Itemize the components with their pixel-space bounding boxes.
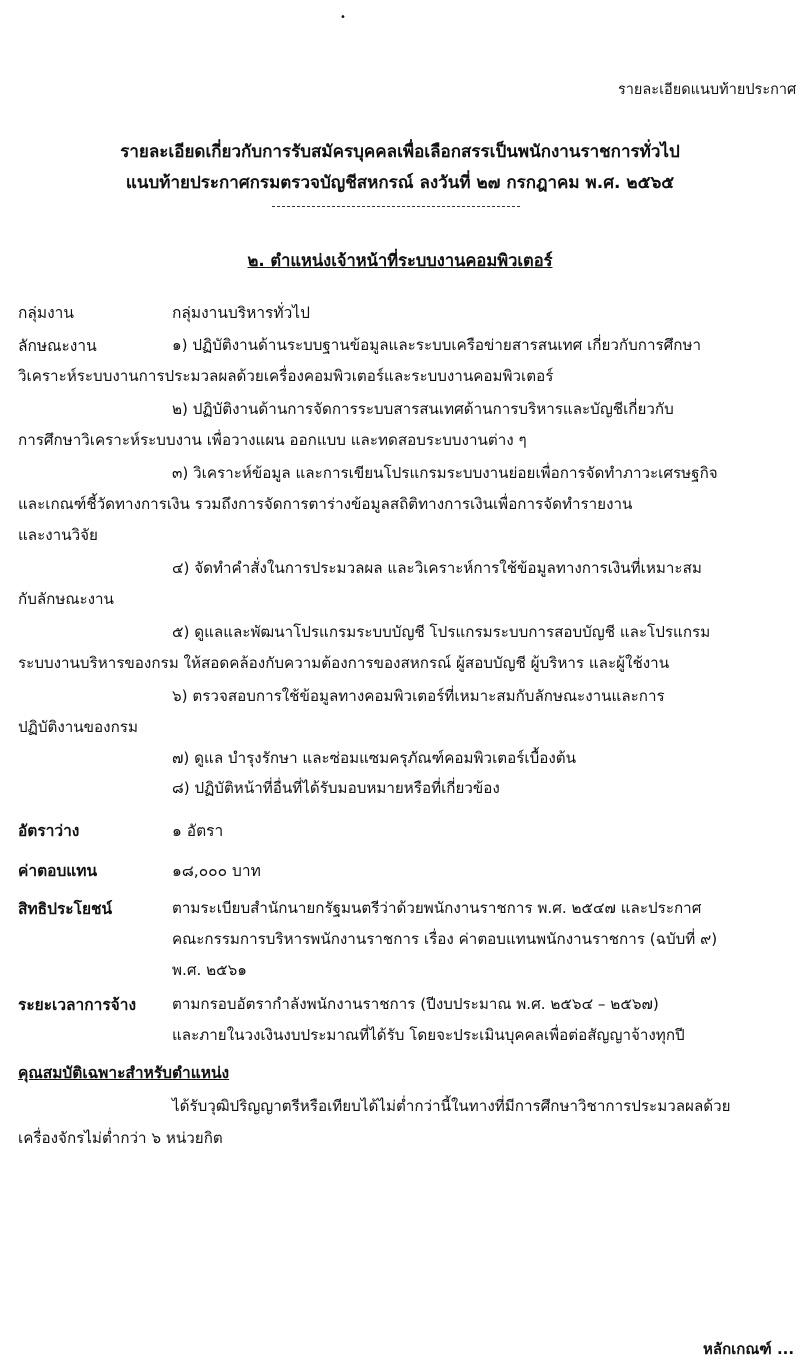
pay-label: ค่าตอบแทน: [18, 862, 98, 880]
duty-line: ๕) ดูแลและพัฒนาโปรแกรมระบบบัญชี โปรแกรมระบบการสอบบัญชี และโปรแกรม: [172, 623, 711, 641]
duty-line: ๖) ตรวจสอบการใช้ข้อมูลทางคอมพิวเตอร์ที่เหมาะสมกับลักษณะงานและการ: [172, 687, 665, 705]
duty-line: ๓) วิเคราะห์ข้อมูล และการเขียนโปรแกรมระบบงานย่อยเพื่อการจัดทำภาวะเศรษฐกิจ: [172, 464, 718, 482]
period-line: และภายในวงเงินงบประมาณที่ได้รับ โดยจะประเมินบุคคลเพื่อต่อสัญญาจ้างทุกปี: [172, 1026, 685, 1044]
duty-line: ๑) ปฏิบัติงานด้านระบบฐานข้อมูลและระบบเครือข่ายสารสนเทศ เกี่ยวกับการศึกษา: [172, 336, 702, 354]
group-label: กลุ่มงาน: [18, 304, 74, 322]
qualification-line: เครื่องจักรไม่ต่ำกว่า ๖ หน่วยกิต: [18, 1129, 223, 1147]
header-note: รายละเอียดแนบท้ายประกาศ: [618, 82, 797, 98]
duty-line: กับลักษณะงาน: [18, 590, 114, 608]
duty-line: ปฏิบัติงานของกรม: [18, 718, 138, 736]
period-label: ระยะเวลาการจ้าง: [18, 996, 137, 1014]
group-value: กลุ่มงานบริหารทั่วไป: [172, 304, 310, 322]
continue-marker: หลักเกณฑ์ ...: [703, 1340, 795, 1358]
benefits-line: พ.ศ. ๒๕๖๑: [172, 961, 247, 979]
qualifications-label: คุณสมบัติเฉพาะสำหรับตำแหน่ง: [18, 1064, 230, 1082]
document-title-line1: รายละเอียดเกี่ยวกับการรับสมัครบุคคลเพื่อเลือกสรรเป็นพนักงานราชการทั่วไป: [120, 142, 680, 162]
page-mark: •: [340, 12, 346, 23]
period-line: ตามกรอบอัตรากำลังพนักงานราชการ (ปีงบประมาณ พ.ศ. ๒๕๖๔ – ๒๕๖๗): [172, 995, 659, 1013]
duty-line: ๒) ปฏิบัติงานด้านการจัดการระบบสารสนเทศด้านการบริหารและบัญชีเกี่ยวกับ: [172, 400, 674, 418]
duty-line: การศึกษาวิเคราะห์ระบบงาน เพื่อวางแผน ออกแบบ และทดสอบระบบงานต่าง ๆ: [18, 431, 527, 449]
vacancy-label: อัตราว่าง: [18, 822, 80, 840]
duties-label: ลักษณะงาน: [18, 337, 97, 355]
duty-line: ๘) ปฏิบัติหน้าที่อื่นที่ได้รับมอบหมายหรือที่เกี่ยวข้อง: [172, 779, 500, 797]
duty-line: และงานวิจัย: [18, 526, 98, 544]
title-divider: [272, 206, 520, 207]
duty-line: วิเคราะห์ระบบงานการประมวลผลด้วยเครื่องคอมพิวเตอร์และระบบงานคอมพิวเตอร์: [18, 367, 554, 385]
document-title-line2: แนบท้ายประกาศกรมตรวจบัญชีสหกรณ์ ลงวันที่ ๒๗ กรกฎาคม พ.ศ. ๒๕๖๕: [125, 173, 675, 193]
qualification-line: ได้รับวุฒิปริญญาตรีหรือเทียบได้ไม่ต่ำกว่านี้ในทางที่มีการศึกษาวิชาการประมวลผลด้วย: [172, 1097, 731, 1115]
benefits-label: สิทธิประโยชน์: [18, 900, 113, 918]
benefits-line: คณะกรรมการบริหารพนักงานราชการ เรื่อง ค่าตอบแทนพนักงานราชการ (ฉบับที่ ๙): [172, 930, 718, 948]
duty-line: และเกณฑ์ชี้วัดทางการเงิน รวมถึงการจัดการตาร่างข้อมูลสถิติทางการเงินเพื่อการจัดทำรายงาน: [18, 495, 633, 513]
benefits-line: ตามระเบียบสำนักนายกรัฐมนตรีว่าด้วยพนักงานราชการ พ.ศ. ๒๕๔๗ และประกาศ: [172, 899, 702, 917]
duty-line: ๔) จัดทำคำสั่งในการประมวลผล และวิเคราะห์การใช้ข้อมูลทางการเงินที่เหมาะสม: [172, 559, 702, 577]
position-title-text: ๒. ตำแหน่งเจ้าหน้าที่ระบบงานคอมพิวเตอร์: [247, 251, 553, 270]
vacancy-value: ๑ อัตรา: [172, 822, 224, 840]
position-title: [0, 248, 800, 274]
duty-line: ระบบงานบริหารของกรม ให้สอดคล้องกับความต้องการของสหกรณ์ ผู้สอบบัญชี ผู้บริหาร และผู้ใช้งาน: [18, 654, 670, 672]
duty-line: ๗) ดูแล บำรุงรักษา และซ่อมแซมครุภัณฑ์คอมพิวเตอร์เบื้องต้น: [172, 749, 577, 767]
pay-value: ๑๘,๐๐๐ บาท: [172, 862, 261, 880]
